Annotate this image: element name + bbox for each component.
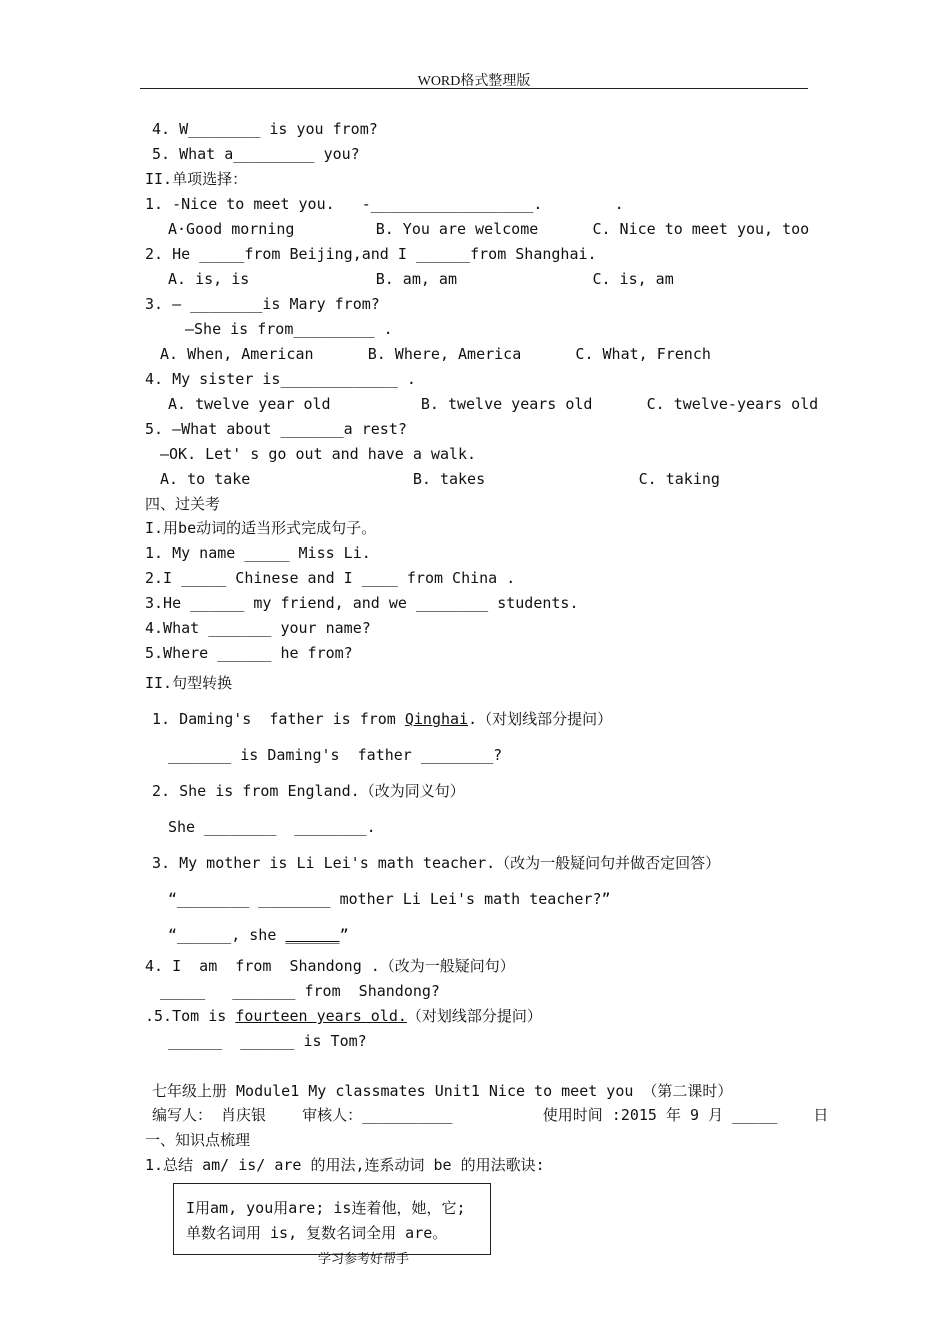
text-line: 5.Where ______ he from?	[145, 644, 353, 662]
text-line: —OK. Let' s go out and have a walk.	[160, 445, 477, 463]
text-line: A·Good morning B. You are welcome C. Nice to meet you, too	[168, 220, 810, 238]
text-line: 4. W________ is you from?	[152, 120, 378, 138]
text-line: 2.I _____ Chinese and I ____ from China .	[145, 569, 516, 587]
text-line: II.句型转换	[145, 674, 233, 692]
text-line: 一、知识点梳理	[145, 1131, 251, 1149]
text-line: A. is, is B. am, am C. is, am	[168, 270, 674, 288]
text-line: 4. I am from Shandong .（改为一般疑问句）	[145, 957, 515, 975]
text-line: A. to take B. takes C. taking	[160, 470, 720, 488]
rhyme-line-2: 单数名词用 is, 复数名词全用 are。	[186, 1224, 448, 1242]
text-line: 七年级上册 Module1 My classmates Unit1 Nice to meet you （第二课时）	[152, 1082, 733, 1100]
text-line: II.单项选择：	[145, 170, 248, 188]
text-line: 3. My mother is Li Lei's math teacher.（改为一般疑问句并做否定回答）	[152, 854, 721, 872]
rhyme-line-1: I用am, you用are; is连着他，她，它;	[186, 1199, 466, 1217]
transform-answer-3: “______, she ______”	[168, 926, 349, 944]
text-line: 1.总结 am/ is/ are 的用法,连系动词 be 的用法歌诀:	[145, 1156, 545, 1174]
transform-question-1: 1. Daming's father is from Qinghai.（对划线部分提问）	[152, 710, 613, 728]
text-line: 1. -Nice to meet you. -__________________. .	[145, 195, 624, 213]
text-line: _____ _______ from Shandong?	[160, 982, 440, 1000]
grammar-rhyme-box	[173, 1183, 491, 1255]
transform-question-5: .5.Tom is fourteen years old.（对划线部分提问）	[145, 1007, 542, 1025]
text-line: _______ is Daming's father ________?	[168, 746, 503, 764]
text-line: 3.He ______ my friend, and we ________ students.	[145, 594, 579, 612]
text-line: 编写人： 肖庆银 审核人：__________ 使用时间 :2015 年 9 月 _____ 日	[152, 1106, 829, 1124]
text-line: 四、过关考	[145, 495, 221, 513]
text-line: “________ ________ mother Li Lei's math teacher?”	[168, 890, 611, 908]
text-line: 3. — ________is Mary from?	[145, 295, 380, 313]
text-line: 2. She is from England.（改为同义句）	[152, 782, 465, 800]
text-line: ______ ______ is Tom?	[168, 1032, 367, 1050]
text-line: 1. My name _____ Miss Li.	[145, 544, 371, 562]
text-line: I.用be动词的适当形式完成句子。	[145, 519, 377, 537]
text-line: A. When, American B. Where, America C. What, French	[160, 345, 711, 363]
text-line: 2. He _____from Beijing,and I ______from Shanghai.	[145, 245, 597, 263]
text-line: She ________ ________.	[168, 818, 376, 836]
text-line: —She is from_________ .	[185, 320, 393, 338]
text-line: 5. What a_________ you?	[152, 145, 360, 163]
text-line: A. twelve year old B. twelve years old C. twelve-years old	[168, 395, 819, 413]
text-line: 4.What _______ your name?	[145, 619, 371, 637]
text-line: 4. My sister is_____________ .	[145, 370, 416, 388]
page-header: WORD格式整理版	[140, 70, 808, 89]
text-line: 5. —What about _______a rest?	[145, 420, 407, 438]
page-footer: 学习参考好帮手	[318, 1251, 410, 1266]
